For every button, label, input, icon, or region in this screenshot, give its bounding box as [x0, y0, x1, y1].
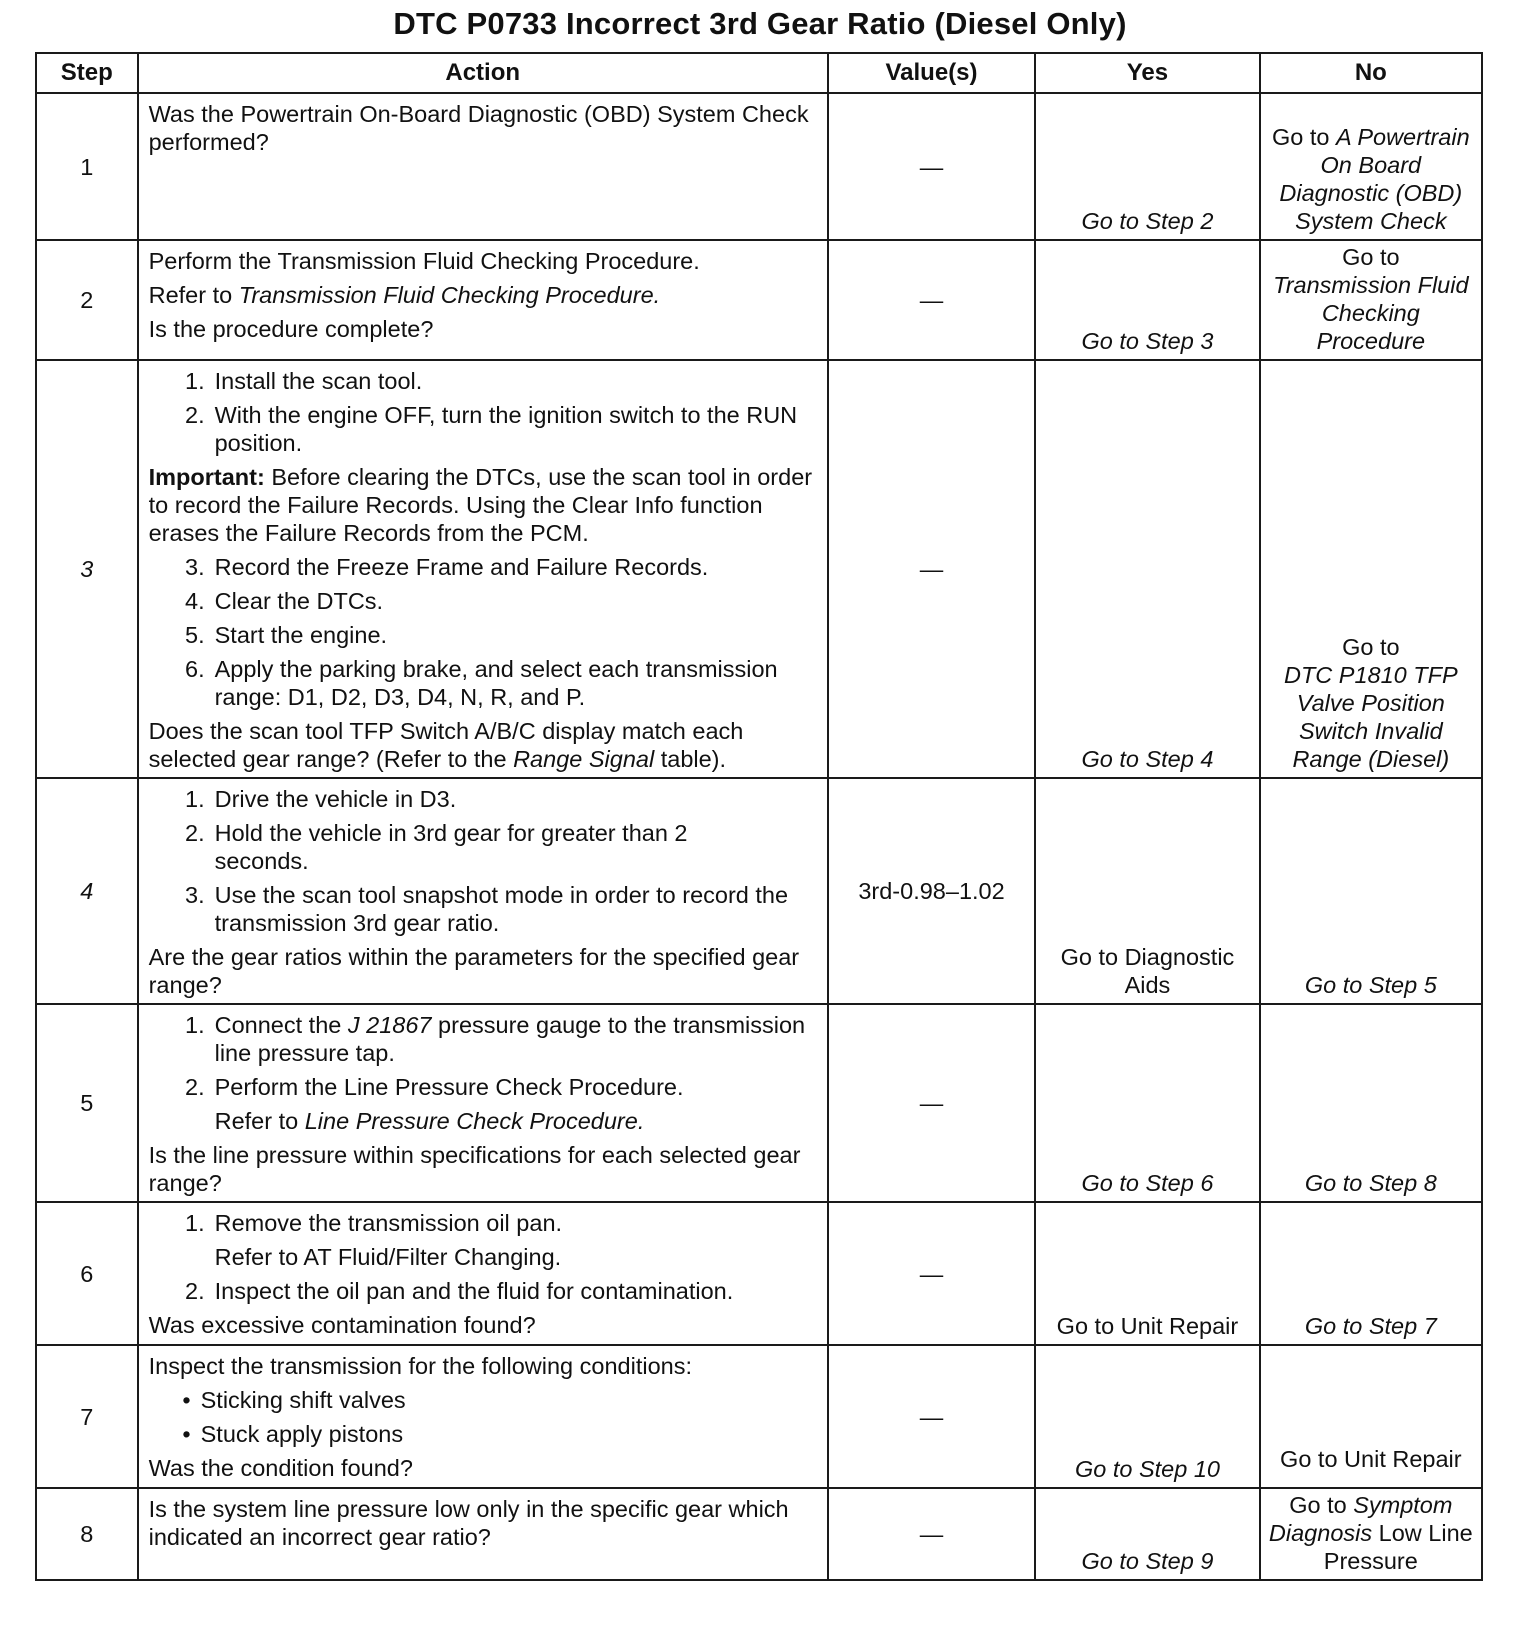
action-reference: Refer to AT Fluid/Filter Changing.	[214, 1244, 562, 1270]
action-list-item	[149, 1073, 817, 1101]
step-number: 5	[36, 1004, 138, 1202]
item-text: Install the scan tool.	[214, 368, 423, 394]
item-number: 2.	[185, 820, 205, 846]
page-title: DTC P0733 Incorrect 3rd Gear Ratio (Diesel Only)	[393, 6, 1127, 41]
action-cell	[138, 1345, 828, 1488]
no-link[interactable]: Go to Step 8	[1260, 1004, 1482, 1202]
yes-link[interactable]: Go to Step 6	[1035, 1004, 1259, 1202]
value-cell: —	[828, 240, 1035, 360]
action-list-item	[149, 1209, 817, 1237]
item-text-start: Connect the	[214, 1012, 348, 1038]
item-text: Remove the transmission oil pan.	[214, 1210, 563, 1236]
action-reference	[149, 281, 817, 309]
no-link[interactable]	[1260, 360, 1482, 778]
value-cell: —	[828, 1202, 1035, 1345]
no-link[interactable]: Go to Step 7	[1260, 1202, 1482, 1345]
action-list-item	[149, 655, 817, 711]
important-note	[149, 463, 817, 547]
step-number: 7	[36, 1345, 138, 1488]
reference-prefix: Refer to	[214, 1108, 305, 1134]
item-number: 1.	[185, 786, 205, 812]
header-action: Action	[138, 53, 828, 93]
action-list-item	[149, 621, 817, 649]
table-row-step-3	[36, 360, 1482, 778]
no-link[interactable]: Go to Step 5	[1260, 778, 1482, 1004]
yes-link[interactable]: Go to Step 2	[1035, 93, 1259, 240]
action-cell	[138, 1202, 828, 1345]
action-list-item	[149, 587, 817, 615]
action-list-item	[149, 553, 817, 581]
yes-link[interactable]: Go to Step 3	[1035, 240, 1259, 360]
table-row-step-8	[36, 1488, 1482, 1580]
question-text: Does the scan tool TFP Switch A/B/C display match each selected gear range? (Refer to the	[148, 718, 744, 772]
bullet-text: Stuck apply pistons	[200, 1421, 404, 1447]
item-number: 1.	[185, 1210, 205, 1236]
item-number: 3.	[185, 882, 205, 908]
reference-link[interactable]: Transmission Fluid Checking Procedure.	[238, 282, 661, 308]
step-number: 1	[36, 93, 138, 240]
step-number: 8	[36, 1488, 138, 1580]
item-number: 2.	[185, 402, 205, 428]
action-cell	[138, 360, 828, 778]
action-list-item	[149, 785, 817, 813]
action-question: Was the condition found?	[148, 1455, 413, 1481]
no-link-prefix: Go to	[1342, 634, 1400, 660]
action-question: Was excessive contamination found?	[148, 1312, 536, 1338]
no-link-suffix: Low Line Pressure	[1323, 1520, 1473, 1574]
item-text: Drive the vehicle in D3.	[214, 786, 457, 812]
item-number: 1.	[185, 368, 205, 394]
action-list-item	[149, 819, 817, 875]
no-link[interactable]	[1260, 240, 1482, 360]
question-reference[interactable]: Range Signal	[513, 746, 655, 772]
question-text-end: table).	[654, 746, 727, 772]
no-link-prefix: Go to	[1271, 124, 1336, 150]
action-question: Is the procedure complete?	[148, 316, 434, 342]
item-text: Start the engine.	[214, 622, 388, 648]
item-text: Use the scan tool snapshot mode in order to record the transmission 3rd gear ratio.	[214, 882, 789, 936]
table-row-step-4	[36, 778, 1482, 1004]
value-cell: 3rd-0.98–1.02	[828, 778, 1035, 1004]
step-number: 3	[36, 360, 138, 778]
table-header-row	[36, 53, 1482, 93]
item-text	[215, 1011, 817, 1067]
value-cell: —	[828, 1488, 1035, 1580]
item-text: Hold the vehicle in 3rd gear for greater than 2 seconds.	[214, 820, 688, 874]
step-number: 4	[36, 778, 138, 1004]
item-text: With the engine OFF, turn the ignition switch to the RUN position.	[214, 402, 798, 456]
value-cell: —	[828, 1345, 1035, 1488]
no-link-prefix: Go to	[1289, 1492, 1354, 1518]
table-row-step-1	[36, 93, 1482, 240]
no-link-target: A Powertrain On Board Diagnostic (OBD) System Check	[1279, 124, 1470, 234]
action-text: Perform the Transmission Fluid Checking Procedure.	[148, 248, 700, 274]
value-cell: —	[828, 93, 1035, 240]
item-text: Inspect the oil pan and the fluid for contamination.	[214, 1278, 734, 1304]
header-values: Value(s)	[828, 53, 1035, 93]
yes-link[interactable]: Go to Step 9	[1035, 1488, 1259, 1580]
table-row-step-5	[36, 1004, 1482, 1202]
action-question: Are the gear ratios within the parameters for the specified gear range?	[148, 944, 800, 998]
no-link-target: Symptom Diagnosis	[1268, 1492, 1453, 1546]
header-yes: Yes	[1035, 53, 1259, 93]
item-text: Perform the Line Pressure Check Procedure.	[214, 1074, 684, 1100]
tool-reference: J 21867	[347, 1012, 432, 1038]
action-text: Inspect the transmission for the following conditions:	[148, 1353, 693, 1379]
table-row-step-2	[36, 240, 1482, 360]
bullet-icon: •	[182, 1421, 191, 1447]
no-link-target: Transmission Fluid Checking Procedure	[1273, 272, 1469, 354]
no-link-prefix: Go to	[1342, 244, 1400, 270]
action-cell	[138, 778, 828, 1004]
item-number: 3.	[185, 554, 205, 580]
action-question: Is the line pressure within specifications for each selected gear range?	[148, 1142, 801, 1196]
yes-link[interactable]: Go to Unit Repair	[1035, 1202, 1259, 1345]
action-cell	[138, 1004, 828, 1202]
item-number: 4.	[185, 588, 205, 614]
action-list-item	[149, 1011, 817, 1067]
header-no: No	[1260, 53, 1482, 93]
item-number: 6.	[185, 656, 205, 682]
bullet-item	[149, 1386, 817, 1414]
action-list-item	[149, 881, 817, 937]
action-question	[149, 717, 817, 773]
action-list-item	[149, 367, 817, 395]
action-list-item	[149, 1277, 817, 1305]
action-reference	[149, 1107, 817, 1135]
item-number: 2.	[185, 1074, 205, 1100]
no-link-target: DTC P1810 TFP Valve Position Switch Invalid Range (Diesel)	[1283, 662, 1458, 772]
bullet-item	[149, 1420, 817, 1448]
value-cell: —	[828, 360, 1035, 778]
item-text: Clear the DTCs.	[214, 588, 384, 614]
diagnostic-table	[35, 52, 1483, 1581]
item-number: 2.	[185, 1278, 205, 1304]
item-number: 1.	[185, 1012, 205, 1038]
action-question: Is the system line pressure low only in the specific gear which indicated an incorrect gear ratio?	[148, 1496, 789, 1550]
table-row-step-7	[36, 1345, 1482, 1488]
item-text-end: pressure gauge to the transmission line pressure tap.	[214, 1012, 806, 1066]
yes-link[interactable]: Go to Diagnostic Aids	[1035, 778, 1259, 1004]
value-cell: —	[828, 1004, 1035, 1202]
table-row-step-6	[36, 1202, 1482, 1345]
bullet-icon: •	[182, 1387, 191, 1413]
yes-link[interactable]: Go to Step 4	[1035, 360, 1259, 778]
action-question: Was the Powertrain On-Board Diagnostic (OBD) System Check performed?	[148, 101, 809, 155]
no-link[interactable]: Go to Unit Repair	[1260, 1345, 1482, 1488]
action-cell	[138, 1488, 828, 1580]
yes-link[interactable]: Go to Step 10	[1035, 1345, 1259, 1488]
item-text: Record the Freeze Frame and Failure Records.	[214, 554, 709, 580]
no-link[interactable]	[1260, 1488, 1482, 1580]
header-step: Step	[36, 53, 138, 93]
bullet-text: Sticking shift valves	[200, 1387, 406, 1413]
step-number: 6	[36, 1202, 138, 1345]
no-link[interactable]	[1260, 93, 1482, 240]
reference-prefix: Refer to	[148, 282, 239, 308]
item-text: Apply the parking brake, and select each transmission range: D1, D2, D3, D4, N, R, and P.	[214, 656, 778, 710]
important-label: Important:	[148, 464, 265, 490]
action-list-item	[149, 401, 817, 457]
reference-link[interactable]: Line Pressure Check Procedure.	[304, 1108, 645, 1134]
item-number: 5.	[185, 622, 205, 648]
action-cell	[138, 93, 828, 240]
action-cell	[138, 240, 828, 360]
step-number: 2	[36, 240, 138, 360]
important-text: Before clearing the DTCs, use the scan tool in order to record the Failure Records. Using the Clear Info function erases the Failure Records from the PCM.	[148, 464, 813, 546]
